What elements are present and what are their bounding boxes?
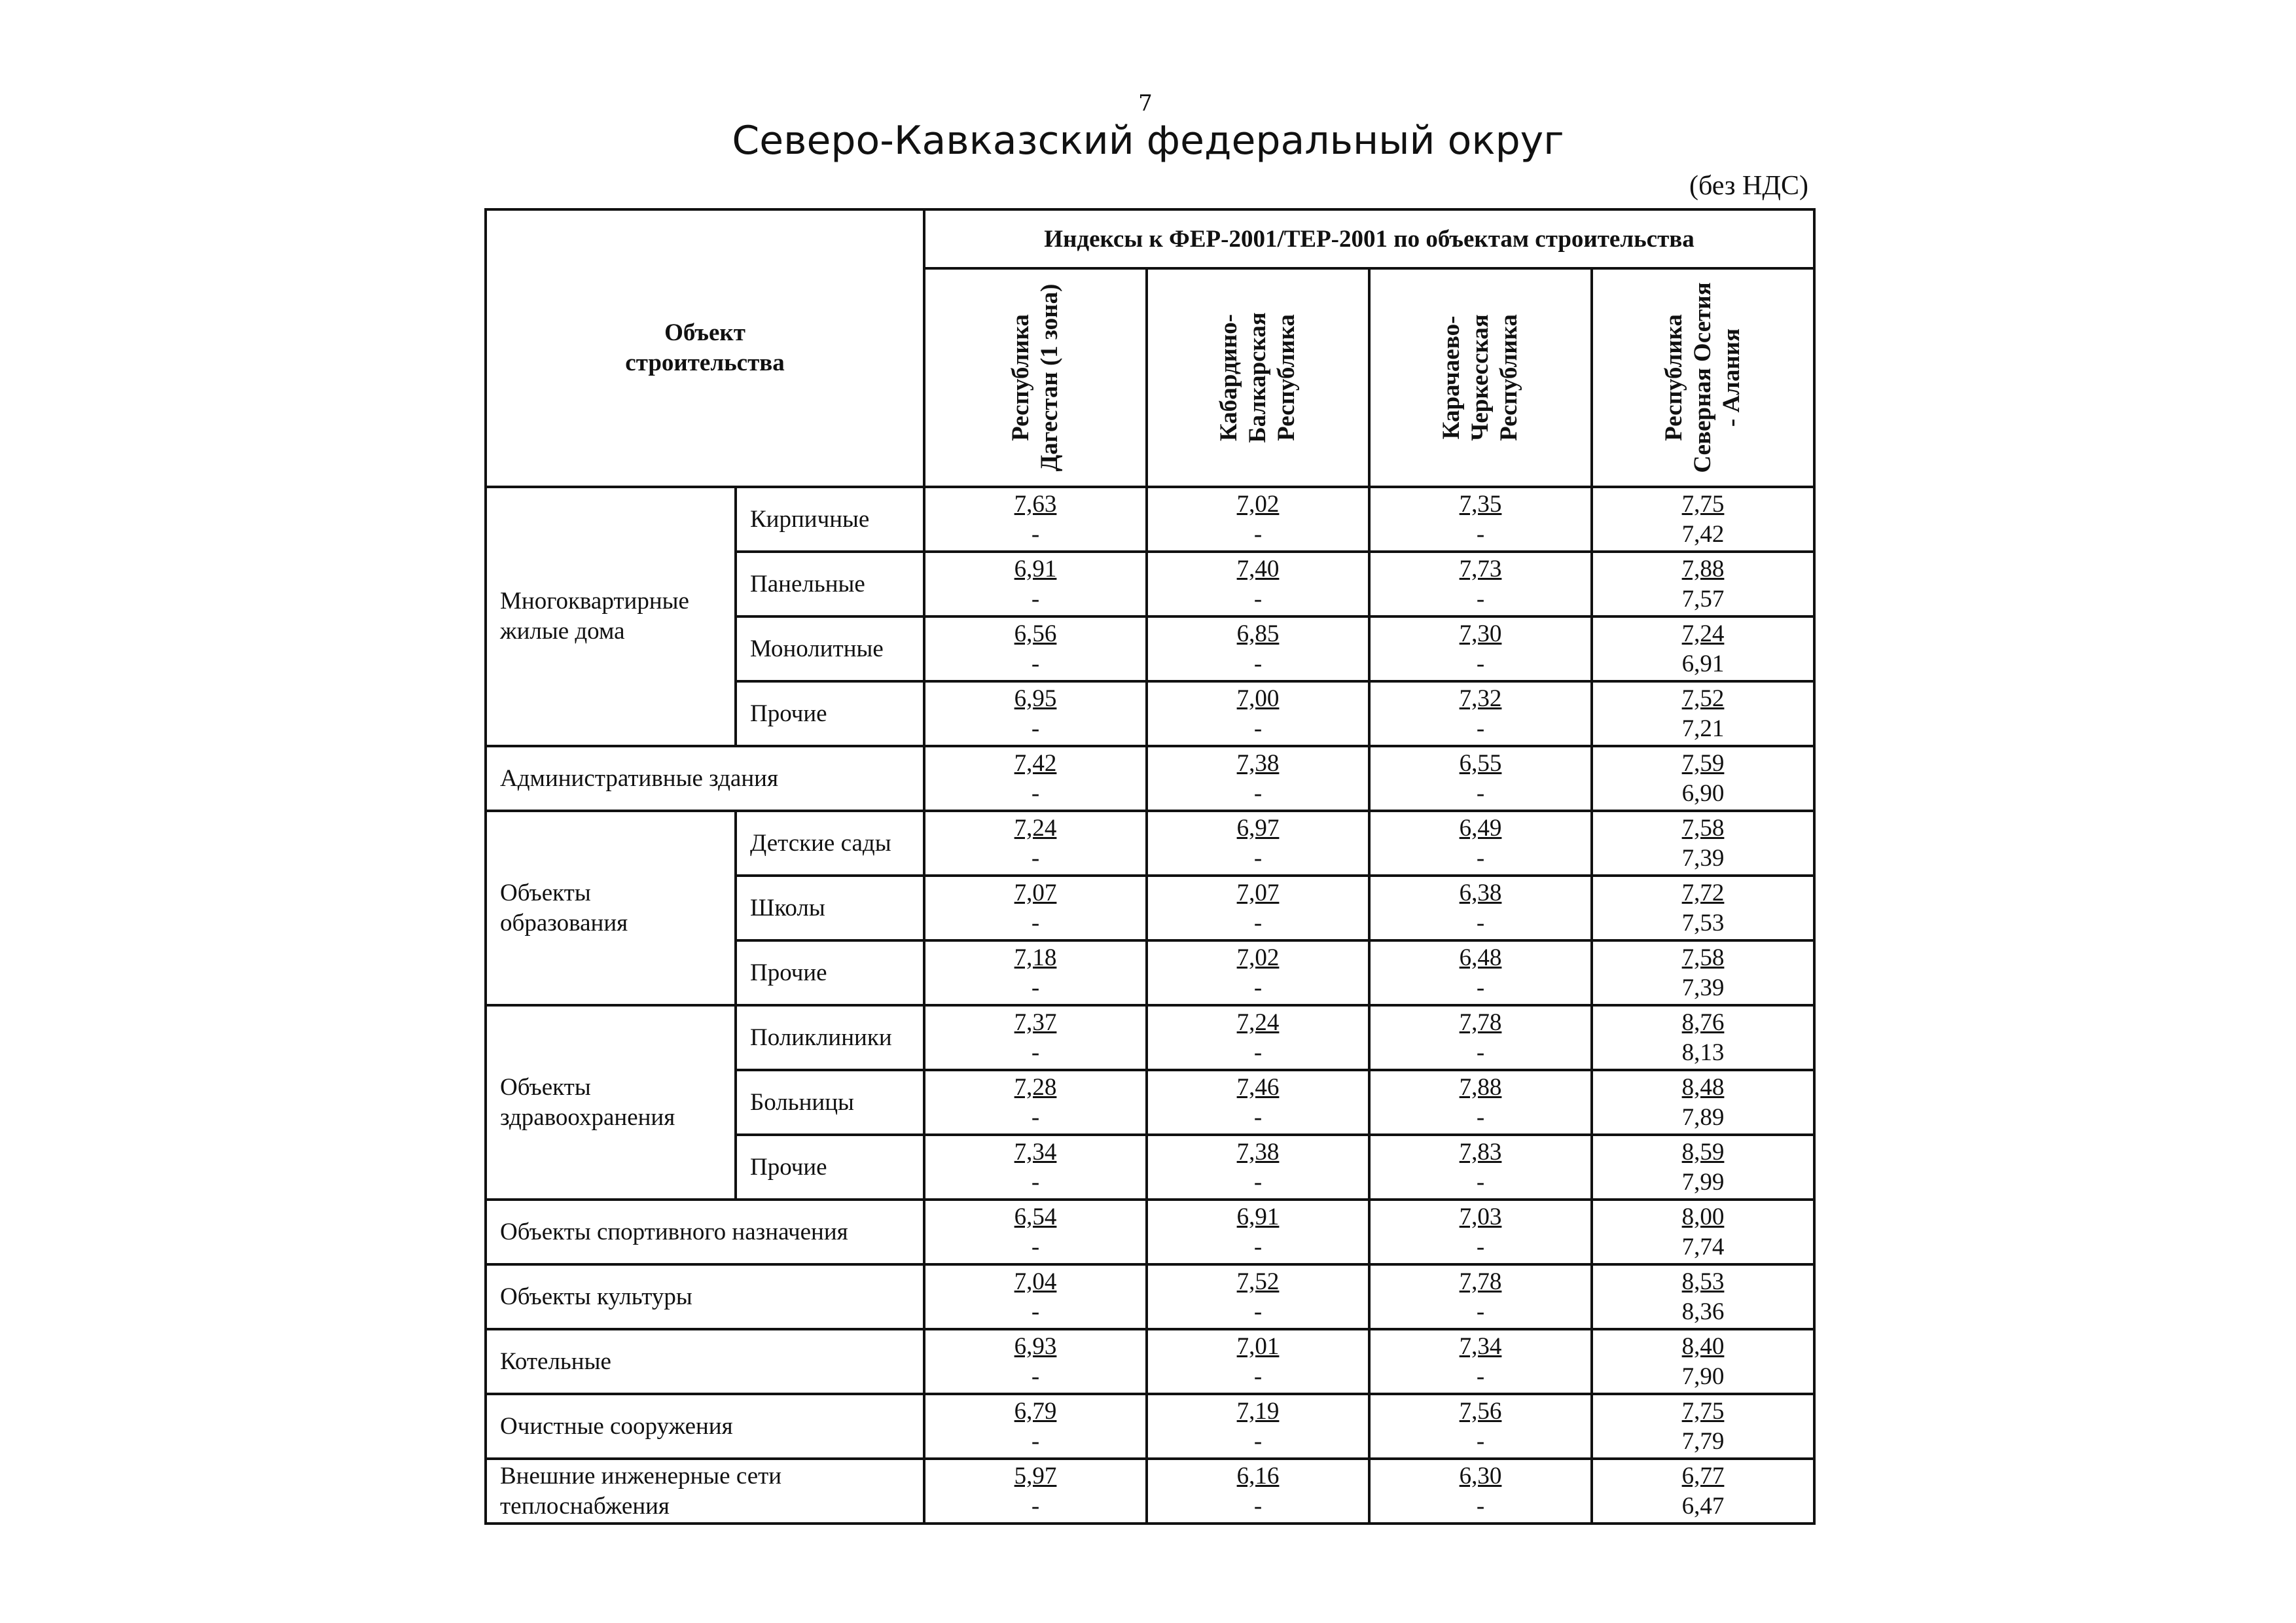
index-value-secondary: - xyxy=(1253,715,1263,742)
index-cell xyxy=(924,552,1147,616)
index-value-secondary: - xyxy=(1253,844,1263,872)
index-value-primary: 7,32 xyxy=(1459,685,1502,712)
index-cell xyxy=(924,681,1147,746)
index-value-secondary: - xyxy=(1031,974,1040,1001)
page-number: 7 xyxy=(1138,90,1153,116)
row-sub-label: Прочие xyxy=(736,1135,924,1200)
index-cell xyxy=(1592,616,1814,681)
index-value-primary: 5,97 xyxy=(1014,1462,1057,1489)
index-cell xyxy=(924,1264,1147,1329)
index-cell xyxy=(924,1005,1147,1070)
index-value-primary: 7,59 xyxy=(1681,749,1725,777)
index-value-primary: 6,38 xyxy=(1459,879,1502,906)
index-value-secondary: - xyxy=(1253,1103,1263,1131)
index-value-secondary: - xyxy=(1253,520,1263,548)
index-cell xyxy=(924,1200,1147,1264)
row-label: Объекты культуры xyxy=(486,1264,924,1329)
index-cell xyxy=(1147,876,1369,940)
index-cell xyxy=(1369,1459,1592,1524)
table-row xyxy=(486,1005,1814,1070)
index-cell xyxy=(1369,1264,1592,1329)
index-cell xyxy=(1147,1070,1369,1135)
index-value-primary: 7,01 xyxy=(1236,1332,1280,1360)
index-value-secondary: - xyxy=(1031,585,1040,613)
index-value-primary: 7,38 xyxy=(1236,749,1280,777)
table-row xyxy=(486,811,1814,876)
index-cell xyxy=(1147,746,1369,811)
index-value-secondary: 6,91 xyxy=(1681,650,1725,677)
row-group-label: Многоквартирные жилые дома xyxy=(486,487,736,746)
index-value-primary: 6,56 xyxy=(1014,620,1057,647)
index-value-primary: 6,91 xyxy=(1014,555,1057,582)
index-cell xyxy=(1592,1329,1814,1394)
index-value-secondary: - xyxy=(1476,844,1485,872)
index-cell xyxy=(1369,1135,1592,1200)
index-value-secondary: - xyxy=(1253,1492,1263,1520)
column-header-karachay-cherkessia: Карачаево- Черкесская Республика xyxy=(1369,268,1592,487)
index-value-secondary: - xyxy=(1476,1427,1485,1455)
index-cell xyxy=(924,876,1147,940)
index-value-secondary: 7,89 xyxy=(1681,1103,1725,1131)
index-cell xyxy=(1147,616,1369,681)
index-cell xyxy=(1369,1005,1592,1070)
index-value-secondary: 7,57 xyxy=(1681,585,1725,613)
row-sub-label: Монолитные xyxy=(736,616,924,681)
index-cell xyxy=(1369,681,1592,746)
column-header-kabardino-balkaria: Кабардино- Балкарская Республика xyxy=(1147,268,1369,487)
index-value-primary: 8,53 xyxy=(1681,1268,1725,1295)
index-value-primary: 6,95 xyxy=(1014,685,1057,712)
index-value-secondary: - xyxy=(1476,1168,1485,1196)
index-value-primary: 7,40 xyxy=(1236,555,1280,582)
index-value-secondary: - xyxy=(1253,779,1263,807)
index-value-secondary: - xyxy=(1476,909,1485,936)
row-sub-label: Больницы xyxy=(736,1070,924,1135)
row-label: Внешние инженерные сети теплоснабжения xyxy=(486,1459,924,1524)
index-value-secondary: - xyxy=(1476,1233,1485,1260)
index-value-primary: 6,30 xyxy=(1459,1462,1502,1489)
index-cell xyxy=(1147,1135,1369,1200)
index-value-primary: 7,88 xyxy=(1681,555,1725,582)
index-value-primary: 6,55 xyxy=(1459,749,1502,777)
index-value-secondary: - xyxy=(1031,1039,1040,1066)
index-value-secondary: 7,74 xyxy=(1681,1233,1725,1260)
index-value-secondary: - xyxy=(1031,650,1040,677)
index-value-secondary: - xyxy=(1253,974,1263,1001)
index-value-secondary: - xyxy=(1253,1427,1263,1455)
index-value-secondary: 7,21 xyxy=(1681,715,1725,742)
index-value-primary: 7,78 xyxy=(1459,1008,1502,1036)
index-value-secondary: 7,39 xyxy=(1681,974,1725,1001)
index-value-secondary: 7,90 xyxy=(1681,1363,1725,1390)
table-row xyxy=(486,1200,1814,1264)
index-cell xyxy=(1369,940,1592,1005)
row-label: Административные здания xyxy=(486,746,924,811)
index-cell xyxy=(1592,1070,1814,1135)
index-cell xyxy=(1369,1070,1592,1135)
index-cell xyxy=(924,1459,1147,1524)
object-header: Объект строительства xyxy=(486,209,924,487)
index-value-secondary: - xyxy=(1031,1103,1040,1131)
index-value-secondary: 7,99 xyxy=(1681,1168,1725,1196)
index-value-secondary: - xyxy=(1031,909,1040,936)
index-cell xyxy=(1147,681,1369,746)
index-value-secondary: 6,47 xyxy=(1681,1492,1725,1520)
index-value-secondary: - xyxy=(1253,650,1263,677)
index-value-primary: 7,78 xyxy=(1459,1268,1502,1295)
index-value-secondary: - xyxy=(1031,1427,1040,1455)
index-cell xyxy=(1592,940,1814,1005)
index-value-primary: 7,34 xyxy=(1459,1332,1502,1360)
index-cell xyxy=(1592,552,1814,616)
index-value-primary: 7,52 xyxy=(1681,685,1725,712)
index-cell xyxy=(924,746,1147,811)
index-cell xyxy=(1369,487,1592,552)
row-group-label: Объекты образования xyxy=(486,811,736,1005)
row-label: Котельные xyxy=(486,1329,924,1394)
index-value-secondary: - xyxy=(1031,1363,1040,1390)
index-value-primary: 6,77 xyxy=(1681,1462,1725,1489)
index-value-secondary: - xyxy=(1031,844,1040,872)
index-value-secondary: - xyxy=(1476,1363,1485,1390)
index-value-secondary: - xyxy=(1253,585,1263,613)
row-sub-label: Поликлиники xyxy=(736,1005,924,1070)
index-value-secondary: 7,39 xyxy=(1681,844,1725,872)
index-value-primary: 7,18 xyxy=(1014,944,1057,971)
index-cell xyxy=(1147,1200,1369,1264)
index-value-primary: 7,07 xyxy=(1014,879,1057,906)
index-value-primary: 7,72 xyxy=(1681,879,1725,906)
row-sub-label: Прочие xyxy=(736,940,924,1005)
row-sub-label: Школы xyxy=(736,876,924,940)
index-cell xyxy=(1147,811,1369,876)
index-value-secondary: - xyxy=(1476,1039,1485,1066)
index-value-primary: 6,97 xyxy=(1236,814,1280,842)
index-value-primary: 7,02 xyxy=(1236,490,1280,518)
index-value-secondary: - xyxy=(1476,1492,1485,1520)
index-value-primary: 8,40 xyxy=(1681,1332,1725,1360)
index-value-primary: 7,24 xyxy=(1014,814,1057,842)
index-value-primary: 7,28 xyxy=(1014,1073,1057,1101)
index-cell xyxy=(1592,746,1814,811)
index-cell xyxy=(924,1394,1147,1459)
index-value-primary: 7,24 xyxy=(1681,620,1725,647)
index-value-primary: 7,75 xyxy=(1681,490,1725,518)
index-value-secondary: - xyxy=(1031,1298,1040,1325)
row-sub-label: Детские сады xyxy=(736,811,924,876)
index-value-primary: 8,00 xyxy=(1681,1203,1725,1230)
index-value-primary: 7,46 xyxy=(1236,1073,1280,1101)
index-cell xyxy=(1147,1264,1369,1329)
page-title: Северо-Кавказский федеральный округ xyxy=(732,118,1564,164)
index-value-secondary: 7,79 xyxy=(1681,1427,1725,1455)
index-cell xyxy=(1147,1394,1369,1459)
index-value-secondary: - xyxy=(1476,585,1485,613)
index-value-primary: 7,37 xyxy=(1014,1008,1057,1036)
column-header-north-ossetia: Республика Северная Осетия - Алания xyxy=(1592,268,1814,487)
index-value-primary: 8,48 xyxy=(1681,1073,1725,1101)
index-cell xyxy=(924,940,1147,1005)
index-cell xyxy=(1147,1459,1369,1524)
table-row xyxy=(486,1264,1814,1329)
index-value-primary: 7,07 xyxy=(1236,879,1280,906)
index-value-secondary: 6,90 xyxy=(1681,779,1725,807)
index-value-secondary: - xyxy=(1476,974,1485,1001)
index-value-secondary: - xyxy=(1031,1168,1040,1196)
index-value-primary: 7,56 xyxy=(1459,1397,1502,1425)
index-value-primary: 6,85 xyxy=(1236,620,1280,647)
index-value-secondary: - xyxy=(1253,1233,1263,1260)
index-value-primary: 7,42 xyxy=(1014,749,1057,777)
index-value-secondary: - xyxy=(1031,779,1040,807)
index-cell xyxy=(1147,940,1369,1005)
index-cell xyxy=(924,1135,1147,1200)
index-value-primary: 7,30 xyxy=(1459,620,1502,647)
index-cell xyxy=(924,1070,1147,1135)
table-row xyxy=(486,487,1814,552)
index-value-secondary: - xyxy=(1476,715,1485,742)
index-value-primary: 7,58 xyxy=(1681,814,1725,842)
index-value-primary: 7,34 xyxy=(1014,1138,1057,1166)
index-value-secondary: - xyxy=(1253,1039,1263,1066)
row-sub-label: Кирпичные xyxy=(736,487,924,552)
index-value-primary: 6,48 xyxy=(1459,944,1502,971)
index-cell xyxy=(1592,1394,1814,1459)
index-value-secondary: - xyxy=(1476,650,1485,677)
index-value-primary: 7,52 xyxy=(1236,1268,1280,1295)
index-value-secondary: - xyxy=(1253,909,1263,936)
index-cell xyxy=(1592,1005,1814,1070)
index-cell xyxy=(1147,552,1369,616)
index-cell xyxy=(1592,1135,1814,1200)
index-value-secondary: - xyxy=(1031,520,1040,548)
index-cell xyxy=(1592,811,1814,876)
index-value-secondary: - xyxy=(1476,1298,1485,1325)
indices-header: Индексы к ФЕР-2001/ТЕР-2001 по объектам строительства xyxy=(924,209,1814,268)
header-row xyxy=(486,209,1814,268)
column-header-dagestan: Республика Дагестан (1 зона) xyxy=(924,268,1147,487)
index-value-primary: 7,58 xyxy=(1681,944,1725,971)
index-cell xyxy=(1369,876,1592,940)
index-cell xyxy=(1592,1200,1814,1264)
index-value-primary: 7,24 xyxy=(1236,1008,1280,1036)
index-value-primary: 7,75 xyxy=(1681,1397,1725,1425)
table-row xyxy=(486,1394,1814,1459)
index-cell xyxy=(1592,487,1814,552)
index-value-primary: 7,00 xyxy=(1236,685,1280,712)
index-value-primary: 7,83 xyxy=(1459,1138,1502,1166)
index-value-secondary: - xyxy=(1476,779,1485,807)
index-cell xyxy=(1592,681,1814,746)
table-row xyxy=(486,746,1814,811)
index-value-primary: 7,38 xyxy=(1236,1138,1280,1166)
row-label: Объекты спортивного назначения xyxy=(486,1200,924,1264)
index-value-primary: 8,76 xyxy=(1681,1008,1725,1036)
index-cell xyxy=(1369,1200,1592,1264)
index-value-secondary: - xyxy=(1031,1233,1040,1260)
index-cell xyxy=(1369,1394,1592,1459)
index-value-primary: 8,59 xyxy=(1681,1138,1725,1166)
table-row xyxy=(486,1329,1814,1394)
index-value-primary: 7,19 xyxy=(1236,1397,1280,1425)
row-label: Очистные сооружения xyxy=(486,1394,924,1459)
index-cell xyxy=(924,1329,1147,1394)
index-value-secondary: - xyxy=(1253,1363,1263,1390)
index-value-primary: 6,54 xyxy=(1014,1203,1057,1230)
index-value-primary: 6,49 xyxy=(1459,814,1502,842)
index-value-primary: 6,16 xyxy=(1236,1462,1280,1489)
index-cell xyxy=(1369,1329,1592,1394)
index-value-primary: 6,93 xyxy=(1014,1332,1057,1360)
index-value-primary: 7,02 xyxy=(1236,944,1280,971)
vat-note: (без НДС) xyxy=(1689,171,1808,201)
table-row xyxy=(486,1459,1814,1524)
index-value-secondary: - xyxy=(1031,715,1040,742)
index-value-secondary: 7,53 xyxy=(1681,909,1725,936)
index-value-primary: 7,88 xyxy=(1459,1073,1502,1101)
index-cell xyxy=(1592,876,1814,940)
index-value-secondary: 8,13 xyxy=(1681,1039,1725,1066)
index-cell xyxy=(1369,746,1592,811)
index-value-primary: 6,79 xyxy=(1014,1397,1057,1425)
index-value-primary: 7,03 xyxy=(1459,1203,1502,1230)
index-cell xyxy=(1592,1459,1814,1524)
row-sub-label: Панельные xyxy=(736,552,924,616)
row-group-label: Объекты здравоохранения xyxy=(486,1005,736,1200)
index-cell xyxy=(924,487,1147,552)
index-cell xyxy=(1369,616,1592,681)
index-cell xyxy=(1592,1264,1814,1329)
indices-table xyxy=(484,208,1816,1525)
index-cell xyxy=(1147,1329,1369,1394)
index-cell xyxy=(1147,1005,1369,1070)
index-cell xyxy=(924,616,1147,681)
index-value-secondary: 8,36 xyxy=(1681,1298,1725,1325)
index-value-secondary: 7,42 xyxy=(1681,520,1725,548)
index-value-primary: 7,73 xyxy=(1459,555,1502,582)
index-cell xyxy=(1369,811,1592,876)
row-sub-label: Прочие xyxy=(736,681,924,746)
index-value-secondary: - xyxy=(1031,1492,1040,1520)
index-cell xyxy=(924,811,1147,876)
index-value-primary: 7,63 xyxy=(1014,490,1057,518)
index-value-secondary: - xyxy=(1476,1103,1485,1131)
index-value-secondary: - xyxy=(1253,1298,1263,1325)
index-value-primary: 6,91 xyxy=(1236,1203,1280,1230)
index-value-secondary: - xyxy=(1253,1168,1263,1196)
index-cell xyxy=(1147,487,1369,552)
index-value-secondary: - xyxy=(1476,520,1485,548)
index-value-primary: 7,04 xyxy=(1014,1268,1057,1295)
index-cell xyxy=(1369,552,1592,616)
index-value-primary: 7,35 xyxy=(1459,490,1502,518)
